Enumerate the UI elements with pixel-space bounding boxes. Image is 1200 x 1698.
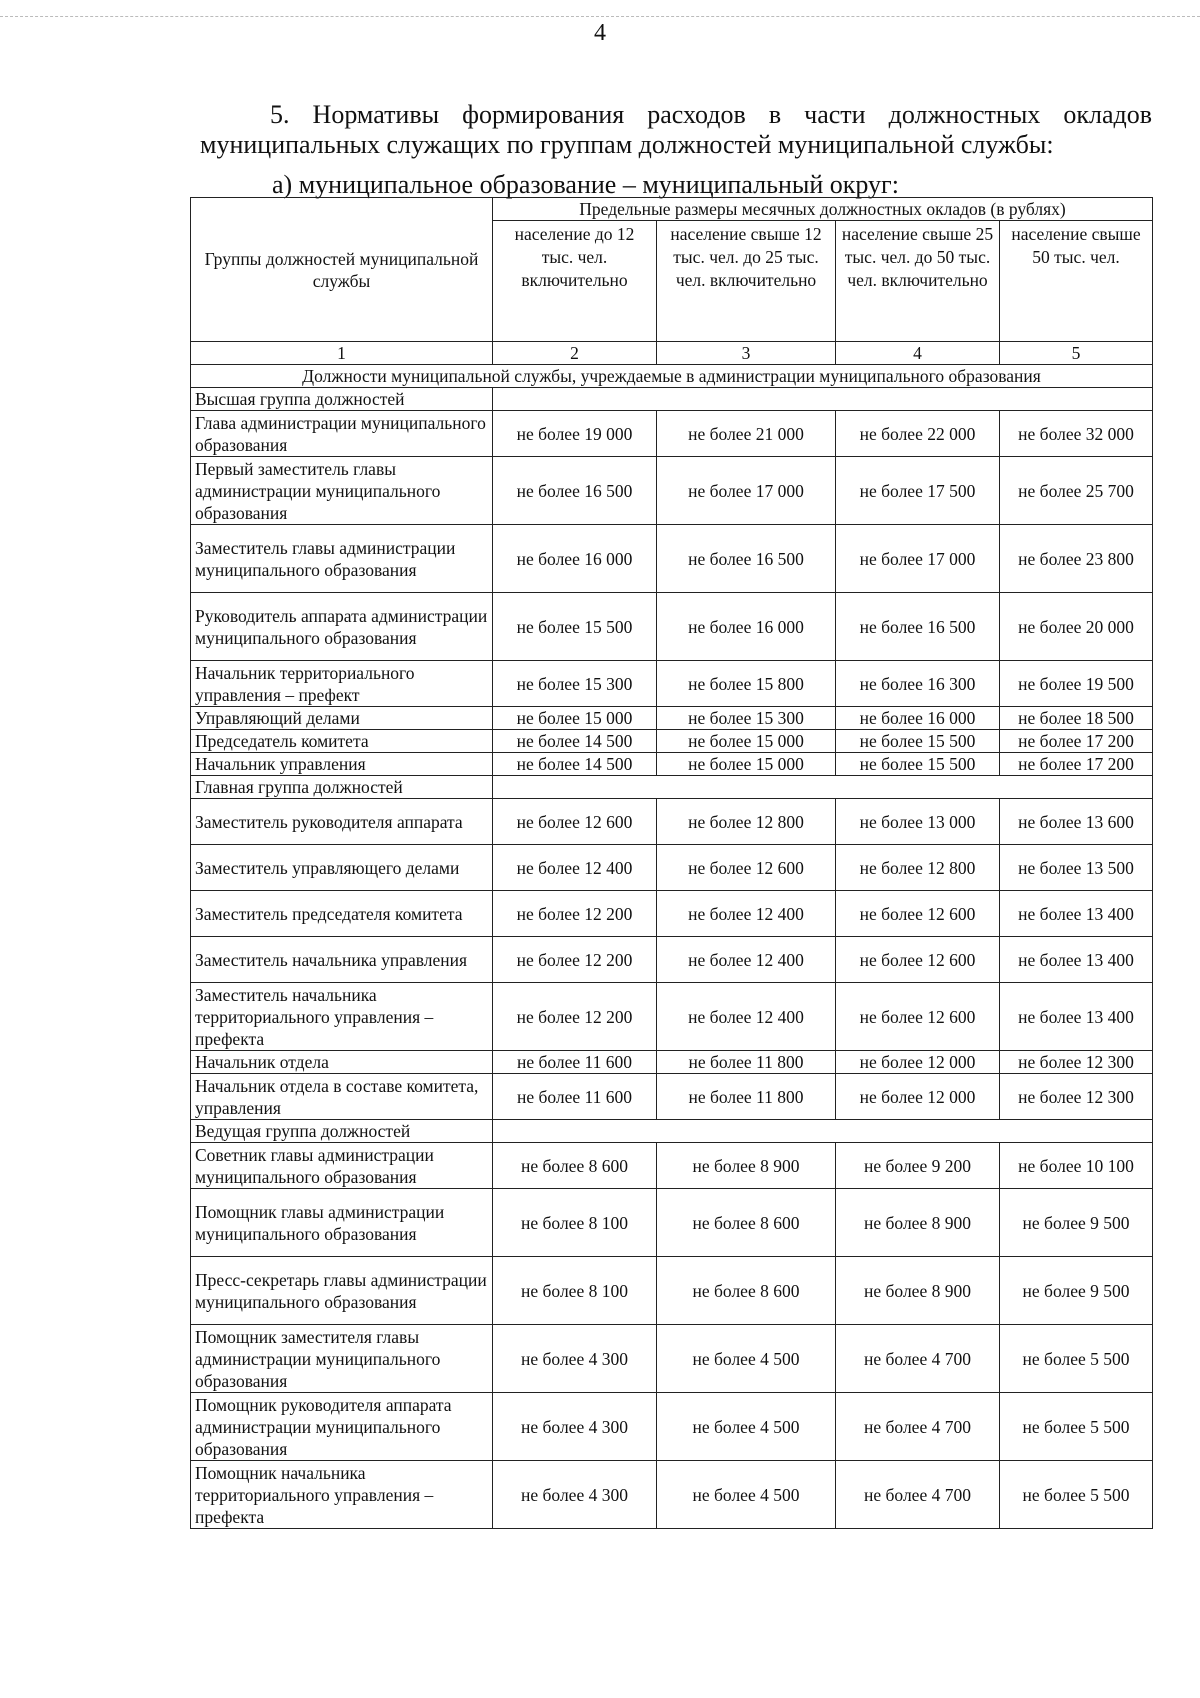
- position-name: Заместитель начальника управления: [191, 937, 493, 983]
- table-row: [191, 891, 1153, 937]
- salary-limit-cell: не более 16 500: [493, 457, 657, 525]
- position-name: Заместитель председателя комитета: [191, 891, 493, 937]
- position-name: Председатель комитета: [191, 730, 493, 753]
- group-header-row: [191, 388, 1153, 411]
- position-name: Управляющий делами: [191, 707, 493, 730]
- salary-limit-cell: не более 12 400: [657, 891, 836, 937]
- salary-limit-cell: не более 4 300: [493, 1393, 657, 1461]
- salary-limit-cell: не более 16 000: [657, 593, 836, 661]
- salary-limit-cell: не более 12 600: [657, 845, 836, 891]
- salary-limit-cell: не более 15 300: [657, 707, 836, 730]
- salary-limit-cell: не более 12 400: [657, 983, 836, 1051]
- position-name: Заместитель управляющего делами: [191, 845, 493, 891]
- salary-limit-cell: не более 11 800: [657, 1051, 836, 1074]
- table-row: [191, 1393, 1153, 1461]
- position-name: Заместитель главы администрации муниципального образования: [191, 525, 493, 593]
- salary-limit-cell: не более 32 000: [1000, 411, 1153, 457]
- salary-limit-cell: не более 17 500: [836, 457, 1000, 525]
- table-row: [191, 1051, 1153, 1074]
- header-position-groups: Группы должностей муниципальной службы: [191, 198, 493, 342]
- column-number: 4: [836, 342, 1000, 365]
- salary-limit-cell: не более 11 600: [493, 1074, 657, 1120]
- salary-limit-cell: не более 25 700: [1000, 457, 1153, 525]
- salary-limit-cell: не более 13 400: [1000, 937, 1153, 983]
- salary-limit-cell: не более 4 500: [657, 1325, 836, 1393]
- salary-limit-cell: не более 9 500: [1000, 1189, 1153, 1257]
- salary-limit-cell: не более 15 000: [657, 730, 836, 753]
- salary-limit-cell: не более 23 800: [1000, 525, 1153, 593]
- table-row: [191, 1143, 1153, 1189]
- position-name: Начальник управления: [191, 753, 493, 776]
- salary-limit-cell: не более 13 400: [1000, 891, 1153, 937]
- table-row: [191, 707, 1153, 730]
- table-row: [191, 661, 1153, 707]
- position-name: Помощник руководителя аппарата администрации муниципального образования: [191, 1393, 493, 1461]
- salary-limit-cell: не более 5 500: [1000, 1393, 1153, 1461]
- scan-edge-line: [0, 16, 1200, 17]
- position-name: Помощник начальника территориального управления – префекта: [191, 1461, 493, 1529]
- position-name: Глава администрации муниципального образования: [191, 411, 493, 457]
- salary-limit-cell: не более 12 300: [1000, 1074, 1153, 1120]
- table-row: [191, 799, 1153, 845]
- salary-limit-cell: не более 12 000: [836, 1051, 1000, 1074]
- salary-limit-cell: не более 13 600: [1000, 799, 1153, 845]
- salary-limit-cell: не более 12 600: [836, 937, 1000, 983]
- salary-limit-cell: не более 15 500: [493, 593, 657, 661]
- salary-limit-cell: не более 8 600: [657, 1257, 836, 1325]
- table-row: [191, 983, 1153, 1051]
- salary-limit-cell: не более 12 200: [493, 983, 657, 1051]
- table-row: [191, 1325, 1153, 1393]
- salary-limit-cell: не более 19 000: [493, 411, 657, 457]
- salary-limit-cell: не более 12 000: [836, 1074, 1000, 1120]
- salary-limit-cell: не более 9 200: [836, 1143, 1000, 1189]
- salary-limit-cell: не более 16 300: [836, 661, 1000, 707]
- salary-limit-cell: не более 20 000: [1000, 593, 1153, 661]
- salary-limit-cell: не более 8 100: [493, 1257, 657, 1325]
- salary-limit-cell: не более 10 100: [1000, 1143, 1153, 1189]
- salary-limit-cell: не более 16 000: [836, 707, 1000, 730]
- header-population-3: население свыше 25 тыс. чел. до 50 тыс. чел. включительно: [836, 221, 1000, 342]
- position-name: Пресс-секретарь главы администрации муниципального образования: [191, 1257, 493, 1325]
- table-row: [191, 753, 1153, 776]
- salary-limit-cell: не более 12 200: [493, 937, 657, 983]
- salary-limit-cell: не более 21 000: [657, 411, 836, 457]
- table-row: [191, 525, 1153, 593]
- salary-norms-table: [190, 197, 1153, 1529]
- salary-limit-cell: не более 12 200: [493, 891, 657, 937]
- salary-limit-cell: не более 11 800: [657, 1074, 836, 1120]
- header-population-2: население свыше 12 тыс. чел. до 25 тыс. чел. включительно: [657, 221, 836, 342]
- position-name: Советник главы администрации муниципального образования: [191, 1143, 493, 1189]
- salary-limit-cell: не более 15 500: [836, 730, 1000, 753]
- salary-limit-cell: не более 16 500: [657, 525, 836, 593]
- position-name: Помощник главы администрации муниципального образования: [191, 1189, 493, 1257]
- salary-limit-cell: не более 4 700: [836, 1393, 1000, 1461]
- salary-limit-cell: не более 12 300: [1000, 1051, 1153, 1074]
- salary-limit-cell: не более 17 000: [836, 525, 1000, 593]
- salary-limit-cell: не более 15 000: [493, 707, 657, 730]
- salary-limit-cell: не более 17 200: [1000, 730, 1153, 753]
- salary-limit-cell: не более 4 500: [657, 1393, 836, 1461]
- salary-limit-cell: не более 13 400: [1000, 983, 1153, 1051]
- salary-limit-cell: не более 14 500: [493, 730, 657, 753]
- salary-limit-cell: не более 8 900: [836, 1257, 1000, 1325]
- group-empty-cell: [493, 1120, 1153, 1143]
- salary-limit-cell: не более 5 500: [1000, 1461, 1153, 1529]
- header-salary-limits: Предельные размеры месячных должностных окладов (в рублях): [493, 198, 1153, 221]
- salary-limit-cell: не более 14 500: [493, 753, 657, 776]
- salary-limit-cell: не более 15 800: [657, 661, 836, 707]
- group-title: Высшая группа должностей: [191, 388, 493, 411]
- salary-limit-cell: не более 12 600: [493, 799, 657, 845]
- column-number: 5: [1000, 342, 1153, 365]
- header-population-4: население свыше 50 тыс. чел.: [1000, 221, 1153, 342]
- salary-limit-cell: не более 13 500: [1000, 845, 1153, 891]
- salary-limit-cell: не более 4 700: [836, 1325, 1000, 1393]
- salary-limit-cell: не более 12 600: [836, 983, 1000, 1051]
- table-row: [191, 1257, 1153, 1325]
- table-row: [191, 593, 1153, 661]
- table-row: [191, 1074, 1153, 1120]
- position-name: Помощник заместителя главы администрации муниципального образования: [191, 1325, 493, 1393]
- table-row: [191, 411, 1153, 457]
- salary-limit-cell: не более 17 200: [1000, 753, 1153, 776]
- group-header-row: [191, 1120, 1153, 1143]
- salary-limit-cell: не более 19 500: [1000, 661, 1153, 707]
- salary-limit-cell: не более 5 500: [1000, 1325, 1153, 1393]
- salary-limit-cell: не более 13 000: [836, 799, 1000, 845]
- position-name: Начальник отдела в составе комитета, управления: [191, 1074, 493, 1120]
- salary-limit-cell: не более 8 100: [493, 1189, 657, 1257]
- salary-limit-cell: не более 12 800: [836, 845, 1000, 891]
- section-heading: 5. Нормативы формирования расходов в части должностных окладов муниципальных служащих по группам должностей муниципальной службы:: [200, 100, 1152, 159]
- group-title: Ведущая группа должностей: [191, 1120, 493, 1143]
- salary-limit-cell: не более 4 700: [836, 1461, 1000, 1529]
- table-row: [191, 1189, 1153, 1257]
- header-population-1: население до 12 тыс. чел. включительно: [493, 221, 657, 342]
- position-name: Заместитель руководителя аппарата: [191, 799, 493, 845]
- table-row: [191, 730, 1153, 753]
- position-name: Заместитель начальника территориального управления – префекта: [191, 983, 493, 1051]
- salary-limit-cell: не более 16 000: [493, 525, 657, 593]
- salary-limit-cell: не более 17 000: [657, 457, 836, 525]
- salary-limit-cell: не более 15 300: [493, 661, 657, 707]
- salary-limit-cell: не более 11 600: [493, 1051, 657, 1074]
- salary-limit-cell: не более 4 500: [657, 1461, 836, 1529]
- salary-limit-cell: не более 12 600: [836, 891, 1000, 937]
- salary-limit-cell: не более 8 900: [836, 1189, 1000, 1257]
- section-title-row: Должности муниципальной службы, учреждаемые в администрации муниципального образования: [191, 365, 1153, 388]
- position-name: Руководитель аппарата администрации муниципального образования: [191, 593, 493, 661]
- salary-limit-cell: не более 4 300: [493, 1461, 657, 1529]
- position-name: Начальник отдела: [191, 1051, 493, 1074]
- section-subheading: а) муниципальное образование – муниципальный округ:: [272, 170, 899, 199]
- page-number: 4: [594, 20, 606, 46]
- column-number: 2: [493, 342, 657, 365]
- salary-limit-cell: не более 8 600: [657, 1189, 836, 1257]
- table-row: [191, 457, 1153, 525]
- position-name: Начальник территориального управления – префект: [191, 661, 493, 707]
- salary-limit-cell: не более 4 300: [493, 1325, 657, 1393]
- salary-limit-cell: не более 12 400: [657, 937, 836, 983]
- group-title: Главная группа должностей: [191, 776, 493, 799]
- table-row: [191, 1461, 1153, 1529]
- salary-limit-cell: не более 16 500: [836, 593, 1000, 661]
- salary-limit-cell: не более 15 500: [836, 753, 1000, 776]
- position-name: Первый заместитель главы администрации муниципального образования: [191, 457, 493, 525]
- column-number: 3: [657, 342, 836, 365]
- group-empty-cell: [493, 776, 1153, 799]
- salary-limit-cell: не более 22 000: [836, 411, 1000, 457]
- table-row: [191, 937, 1153, 983]
- salary-limit-cell: не более 8 600: [493, 1143, 657, 1189]
- salary-limit-cell: не более 8 900: [657, 1143, 836, 1189]
- column-number: 1: [191, 342, 493, 365]
- salary-limit-cell: не более 9 500: [1000, 1257, 1153, 1325]
- salary-limit-cell: не более 15 000: [657, 753, 836, 776]
- group-header-row: [191, 776, 1153, 799]
- salary-limit-cell: не более 18 500: [1000, 707, 1153, 730]
- salary-limit-cell: не более 12 800: [657, 799, 836, 845]
- table-row: [191, 845, 1153, 891]
- salary-limit-cell: не более 12 400: [493, 845, 657, 891]
- group-empty-cell: [493, 388, 1153, 411]
